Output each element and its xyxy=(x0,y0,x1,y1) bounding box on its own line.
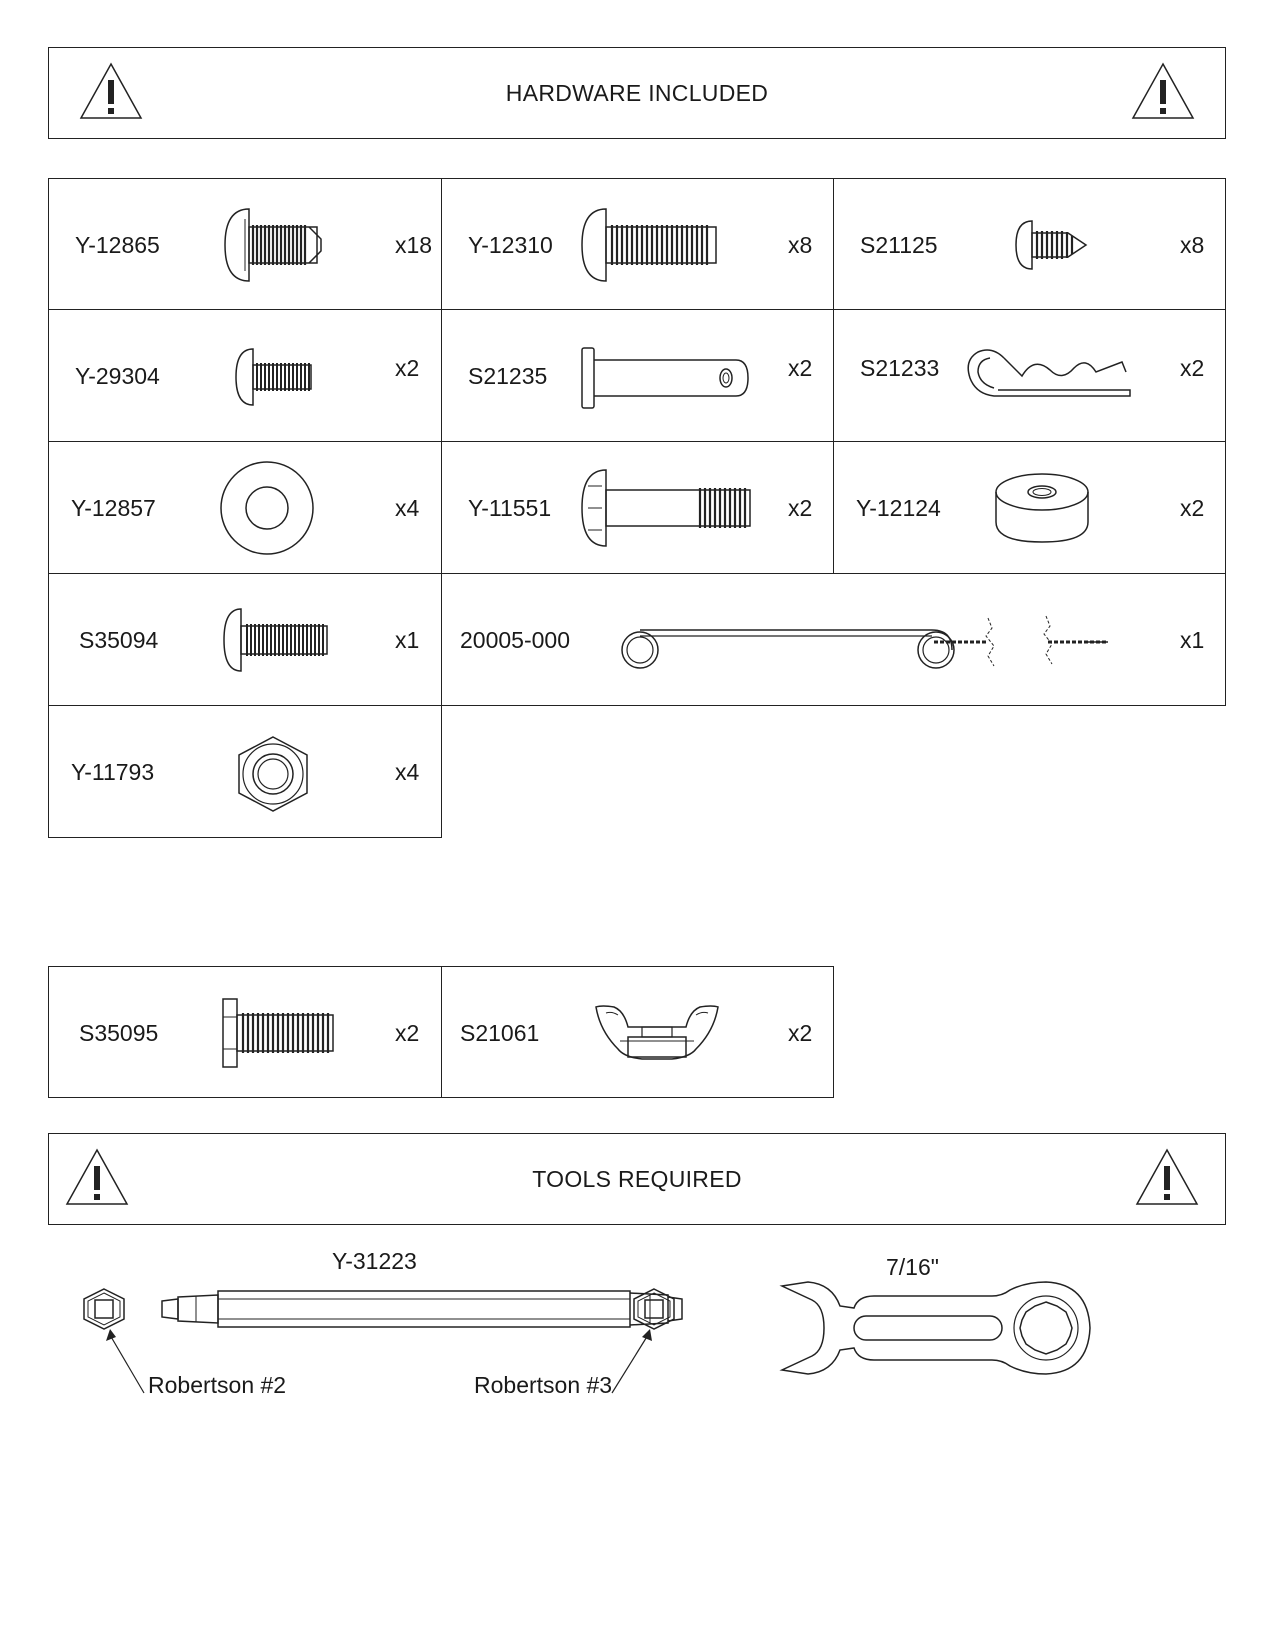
wrench-size: 7/16" xyxy=(886,1254,939,1280)
part-qty: x18 xyxy=(395,232,433,258)
part-qty: x2 xyxy=(1180,495,1205,521)
spacer-icon xyxy=(992,470,1092,546)
hardware-cell xyxy=(48,442,442,574)
hardware-banner xyxy=(48,47,1226,139)
hardware-cell xyxy=(48,706,442,838)
robertson-3-hex-icon xyxy=(626,1285,686,1395)
long-screw-icon xyxy=(221,606,331,674)
extra-hardware-table xyxy=(48,966,834,1098)
hardware-table xyxy=(48,178,1226,838)
part-code: S35095 xyxy=(79,1020,159,1046)
part-code: Y-29304 xyxy=(75,363,160,389)
part-code: S21125 xyxy=(860,232,938,258)
part-qty: x4 xyxy=(395,495,420,521)
part-qty: x1 xyxy=(395,627,420,653)
hardware-cell xyxy=(48,574,442,706)
part-qty: x2 xyxy=(395,1020,420,1046)
bit-left-label: Robertson #2 xyxy=(148,1372,287,1398)
hardware-cell xyxy=(48,310,442,442)
clevis-pin-icon xyxy=(578,346,758,410)
part-qty: x2 xyxy=(788,495,813,521)
hardware-cell xyxy=(48,966,442,1098)
hitch-pin-clip-icon xyxy=(964,346,1136,402)
spring-cable-icon xyxy=(616,610,1116,674)
hardware-cell xyxy=(442,574,1226,706)
hardware-cell xyxy=(834,178,1226,310)
part-code: Y-12310 xyxy=(468,232,553,258)
hardware-cell xyxy=(834,442,1226,574)
part-qty: x8 xyxy=(788,232,813,258)
flat-washer-icon xyxy=(217,460,317,556)
hardware-cell xyxy=(442,178,834,310)
part-qty: x8 xyxy=(1180,232,1205,258)
tools-banner xyxy=(48,1133,1226,1225)
wing-nut-icon xyxy=(592,1003,722,1063)
part-code: S21061 xyxy=(460,1020,540,1046)
part-code: S21235 xyxy=(468,363,548,389)
part-code: S35094 xyxy=(79,627,159,653)
pan-head-screw-icon xyxy=(221,205,325,285)
hardware-cell xyxy=(442,310,834,442)
hex-nut-icon xyxy=(233,734,313,814)
hardware-cell xyxy=(48,178,442,310)
part-code: Y-11551 xyxy=(468,495,552,521)
part-qty: x2 xyxy=(395,355,420,381)
part-code: Y-11793 xyxy=(71,759,155,785)
tools-title: TOOLS REQUIRED xyxy=(532,1165,742,1192)
hardware-cell xyxy=(834,310,1226,442)
hardware-cell xyxy=(442,442,834,574)
part-qty: x2 xyxy=(1180,355,1205,381)
part-qty: x2 xyxy=(788,1020,813,1046)
part-qty: x1 xyxy=(1180,627,1205,653)
part-code: Y-12124 xyxy=(856,495,941,521)
short-screw-icon xyxy=(233,346,317,408)
part-qty: x4 xyxy=(395,759,420,785)
part-qty: x2 xyxy=(788,355,813,381)
bit-right-label: Robertson #3 xyxy=(474,1372,613,1398)
part-code: Y-12865 xyxy=(75,232,160,258)
hardware-cell xyxy=(442,966,834,1098)
warning-icon xyxy=(1135,1146,1199,1208)
hardware-title: HARDWARE INCLUDED xyxy=(505,79,769,106)
part-code: Y-12857 xyxy=(71,495,156,521)
warning-icon xyxy=(1131,60,1195,122)
bit-code: Y-31223 xyxy=(332,1248,417,1274)
hex-bolt-icon xyxy=(219,997,339,1069)
machine-screw-icon xyxy=(578,205,728,285)
sheet-metal-screw-icon xyxy=(1014,217,1094,273)
wrench-icon xyxy=(778,1278,1098,1378)
part-code: 20005-000 xyxy=(460,627,570,653)
part-code: S21233 xyxy=(860,355,940,381)
shoulder-bolt-icon xyxy=(578,466,758,550)
